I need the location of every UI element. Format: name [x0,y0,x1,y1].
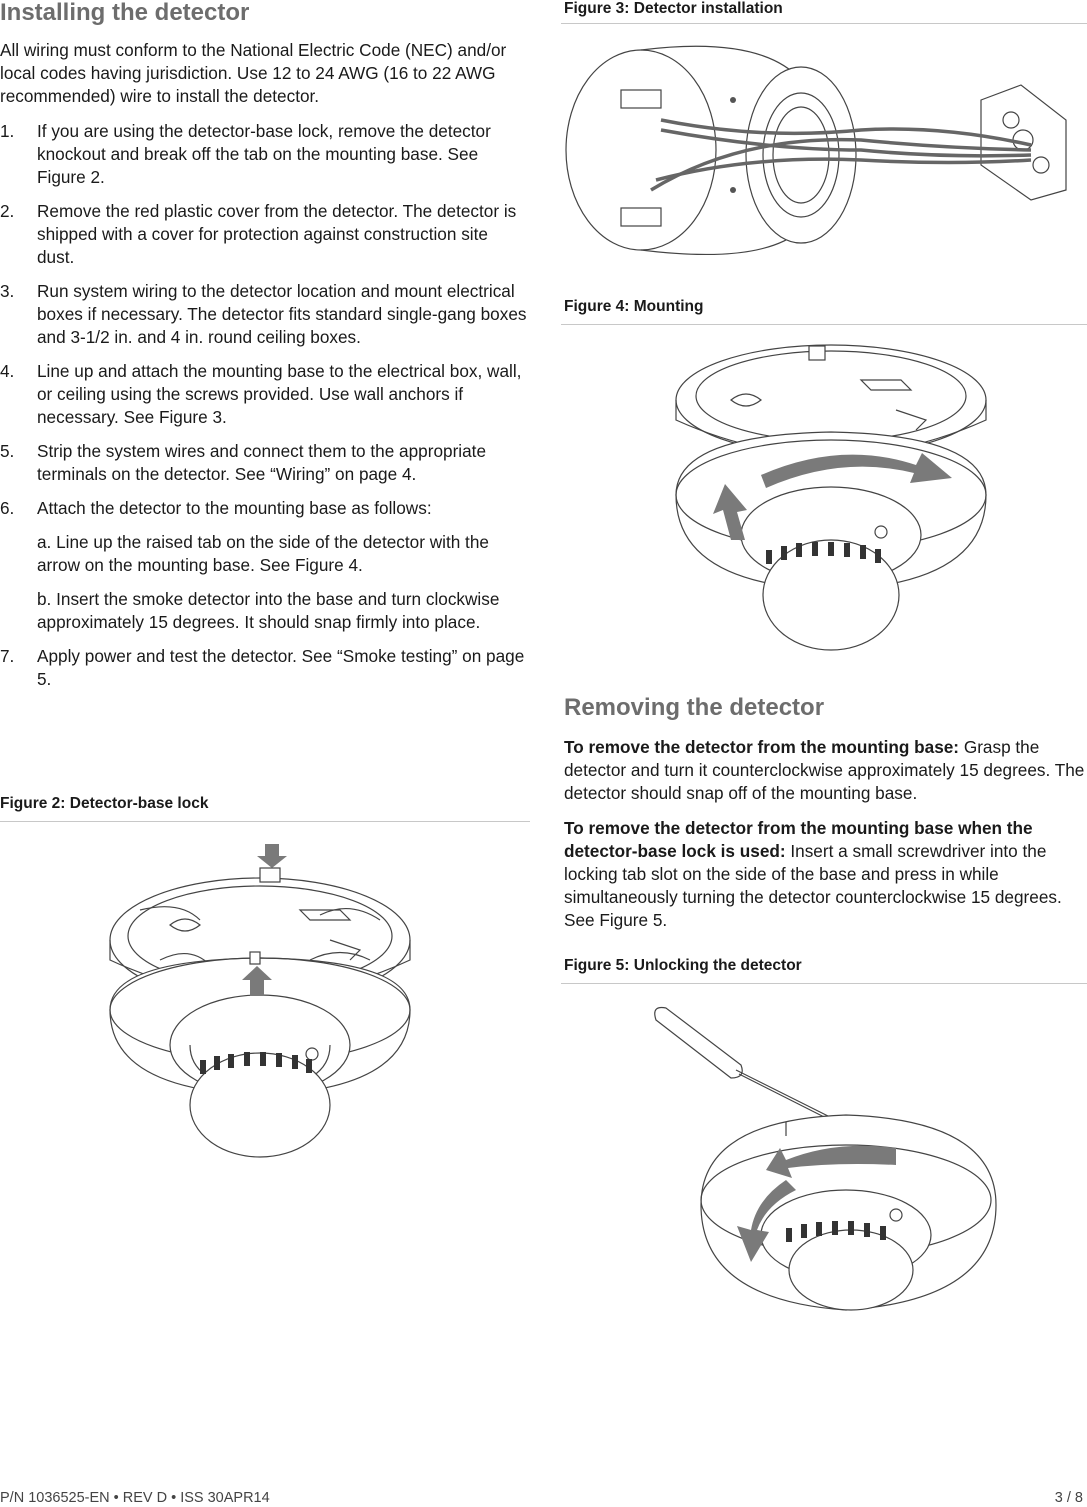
footer-doc-id: P/N 1036525-EN • REV D • ISS 30APR14 [0,1490,270,1506]
substep-b: b. Insert the smoke detector into the base and turn clockwise approximately 15 degrees. It should snap firmly into place. [37,589,500,632]
step-2: 2. Remove the red plastic cover from the detector. The detector is shipped with a cover for protection against construction site dust. [0,201,517,267]
figure-5-rule [561,983,1087,984]
wiring-intro: All wiring must conform to the National Electric Code (NEC) and/or local codes having jurisdiction. Use 12 to 24 AWG (16 to 22 AWG recommended) wire to install the detector. [0,40,507,106]
remove-para-2: To remove the detector from the mounting base when the detector-base lock is used: Insert a small screwdriver into the locking tab slot on the side of the base and press in while simultaneously turning the detector counterclockwise 15 degrees. See Figure 5. [564,818,1062,930]
figure-4-mounting-illustration [671,340,991,665]
footer-page-number: 3 / 8 [1054,1490,1083,1506]
install-steps [0,120,528,702]
figure-2-detector-base-lock-illustration [100,840,420,1170]
figure-4-caption: Figure 4: Mounting [564,298,704,315]
remove-para-1: To remove the detector from the mounting base: Grasp the detector and turn it counterclockwise approximately 15 degrees. The detector should snap off of the mounting base. [564,737,1085,803]
step-5: 5. Strip the system wires and connect them to the appropriate terminals on the detector. See “Wiring” on page 4. [0,441,487,484]
substep-a: a. Line up the raised tab on the side of the detector with the arrow on the mounting base. See Figure 4. [37,532,489,575]
figure-2-caption: Figure 2: Detector-base lock [0,795,209,812]
step-6: 6. Attach the detector to the mounting base as follows: [0,498,432,518]
step-4: 4. Line up and attach the mounting base to the electrical box, wall, or ceiling using the screws provided. Use wall anchors if necessary. See Figure 3. [0,361,522,427]
figure-3-rule [561,23,1087,24]
figure-2-rule [0,821,530,822]
step-7: 7. Apply power and test the detector. See “Smoke testing” on page 5. [0,646,525,689]
figure-3-caption: Figure 3: Detector installation [564,0,783,17]
installing-heading: Installing the detector [0,0,250,26]
figure-3-detector-installation-illustration [561,40,1087,255]
figure-5-unlocking-illustration [646,1000,1006,1320]
figure-4-rule [561,324,1087,325]
step-3: 3. Run system wiring to the detector location and mount electrical boxes if necessary. The detector fits standard single-gang boxes and 3-1/2 in. and 4 in. round ceiling boxes. [0,281,527,347]
down-arrow-icon [257,844,287,868]
removing-heading: Removing the detector [564,694,825,721]
figure-5-caption: Figure 5: Unlocking the detector [564,957,802,974]
step-1: 1. If you are using the detector-base lock, remove the detector knockout and break off the tab on the mounting base. See Figure 2. [0,121,491,187]
